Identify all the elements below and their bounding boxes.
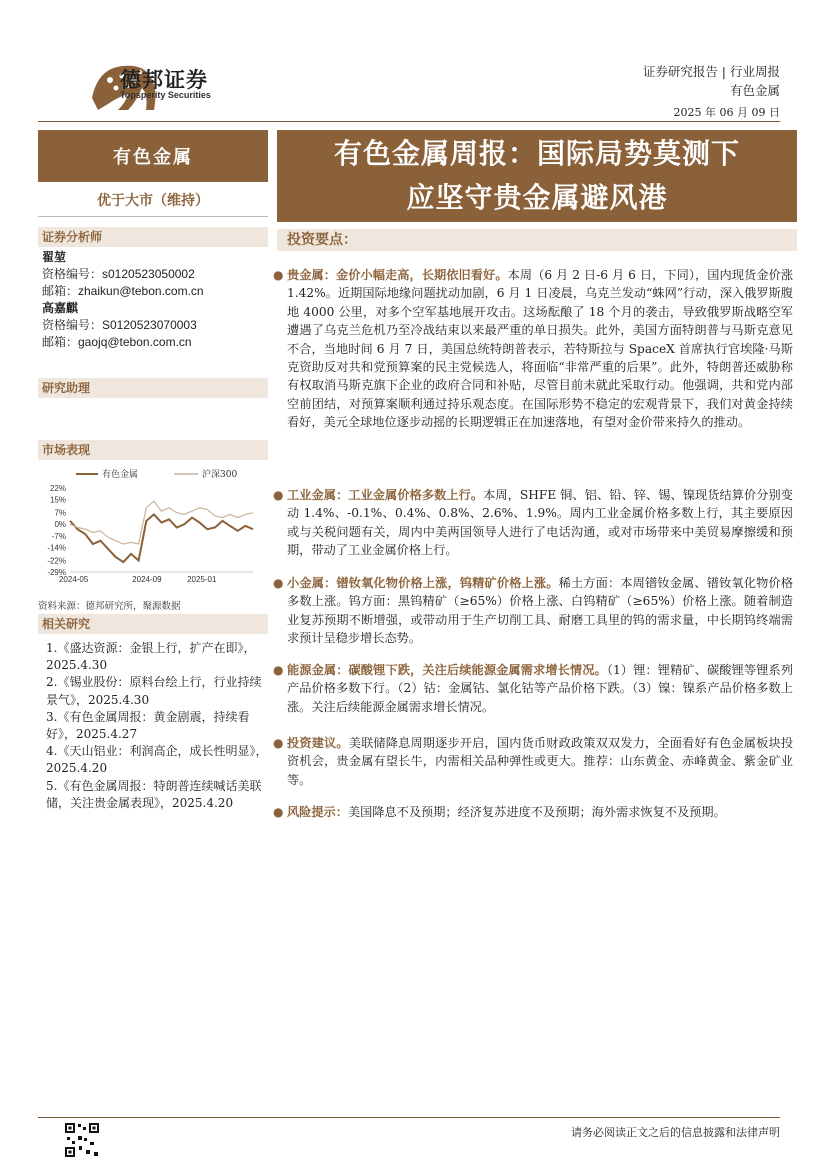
chart-source: 资料来源：德邦研究所，聚源数据: [38, 601, 181, 612]
point-text: 美联储降息周期逐步开启，国内货币财政政策双双发力，全面看好有色金属板块投资机会，贵金属有望长牛，内需相关品种弹性或更大。推荐：山东黄金、赤峰黄金、紫金矿业等。: [287, 736, 794, 787]
report-meta: [643, 62, 780, 100]
point-precious-metals: [273, 266, 794, 432]
bullet-icon: ●: [273, 663, 284, 677]
report-title: [277, 130, 797, 222]
related-list: [46, 640, 268, 812]
related-item[interactable]: 2.《锡业股份：原料台绘上行，行业持续景气》，2025.4.30: [46, 675, 262, 707]
bullet-icon: ●: [273, 736, 284, 750]
bullet-icon: ●: [273, 268, 284, 282]
title-line: 有色金属周报：国际局势莫测下: [333, 137, 740, 170]
analyst-email[interactable]: 邮箱：zhaikun@tebon.com.cn: [42, 284, 204, 298]
point-label: 投资建议。: [287, 736, 349, 750]
y-tick-label: -22%: [47, 556, 66, 566]
point-label: 能源金属：碳酸锂下跌，关注后续能源金属需求增长情况。: [287, 663, 607, 677]
analyst-heading: 证券分析师: [38, 227, 268, 247]
company-name-en: Topsperity Securities: [120, 90, 211, 100]
point-text: 美国降息不及预期；经济复苏进度不及预期；海外需求恢复不及预期。: [347, 805, 726, 819]
point-investment-advice: [273, 734, 794, 789]
analyst-license: 资格编号：S0120523070003: [42, 318, 197, 332]
y-tick-label: 0%: [54, 520, 66, 530]
bullet-icon: ●: [273, 488, 284, 502]
assistant-heading: 研究助理: [38, 378, 268, 398]
rating: 优于大市（维持）: [97, 193, 209, 209]
point-text: 稀土方面：本周镨钕金属、镨钕氧化物价格多数上涨。钨方面：黑钨精矿（≥65%）价格上涨、白钨精矿（≥65%）价格上涨。随着制造业复苏预期不断增强，或带动用于生产切削工具、耐磨工具里的钨的需求量，中长期钨终端需求预计呈稳步增长态势。: [287, 576, 794, 646]
bullet-icon: ●: [273, 805, 284, 819]
analyst-name: 翟堃: [42, 250, 67, 264]
y-tick-label: -7%: [51, 531, 66, 541]
point-label: 贵金属：金价小幅走高，长期依旧看好。: [287, 268, 508, 282]
point-text: 本周，SHFE 铜、铝、铅、锌、锡、镍现货结算价分别变动 1.4%、-0.1%、0.4%、0.8%、2.6%、1.9%。周内工业金属价格多数上行，其主要原因或与关税问题有关，周内中美两国领导人进行了电话沟通，或对市场带来中美贸易摩擦缓和预期，带动了工业金属价格上行。: [287, 488, 793, 558]
sector-box: 有色金属: [38, 130, 268, 182]
y-tick-label: 15%: [49, 495, 66, 505]
analyst-block: [42, 249, 268, 351]
point-industrial-metals: [273, 486, 793, 560]
market-performance-chart: [38, 460, 268, 592]
bullet-icon: ●: [273, 576, 284, 590]
market-heading: 市场表现: [38, 440, 268, 460]
x-tick-label: 2025-01: [187, 575, 217, 584]
point-label: 风险提示：: [287, 805, 348, 819]
related-item[interactable]: 4.《天山铝业：利润高企，成长性明显》，2025.4.20: [46, 744, 268, 776]
invest-heading: 投资要点：: [277, 229, 797, 251]
series-line-sector: [70, 514, 253, 562]
y-tick-label: 7%: [54, 508, 66, 518]
x-tick-label: 2024-05: [58, 575, 89, 584]
header-divider: [38, 121, 780, 122]
footer-divider: [38, 1117, 780, 1118]
related-item[interactable]: 5.《有色金属周报：特朗普连续喊话美联储，关注贵金属表现》，2025.4.20: [46, 778, 262, 810]
footer-disclaimer: 请务必阅读正文之后的信息披露和法律声明: [571, 1126, 780, 1139]
related-item[interactable]: 3.《有色金属周报：黄金剧震，持续看好》，2025.4.27: [46, 709, 250, 742]
report-sector: 有色金属: [729, 83, 780, 98]
company-name-cn: 德邦证券: [120, 68, 208, 92]
point-text: 本周（6 月 2 日-6 月 6 日，下同），国内现货金价涨 1.42%。近期国际地缘问题扰动加剧，6 月 1 日凌晨，乌克兰发动“蛛网”行动，深入俄罗斯腹地 4000 公里，对多个空军基地展开攻击。这场酝酿了 18 个月的袭击，导致俄罗斯战略空军遭遇了乌克兰危机乃至冷战结束以来最严重的单日损失。此外，美国方面特朗普与马斯克意见不合，当地时间 6 月 7 日，美国总统特朗普表示，若特斯拉与 SpaceX 首席执行官埃隆·马斯克资助反对共和党预算案的民主党候选人，将面临“非常严重的后果”。此外，特朗普还威胁称有权取消马斯克旗下企业的政府合同和补贴，尽管目前未就此采取行动。他强调，共和党内部空前团结，对预算案顺利通过持乐观态度。在国际形势不稳定的宏观背景下，我们对黄金持续看好，美元全球地位逐步动摇的长期逻辑正在加速落地，有望对金价带来持久的推动。: [287, 268, 794, 430]
analyst-name: 高嘉麒: [42, 301, 79, 315]
qr-code-icon: [64, 1122, 100, 1158]
point-risk-warning: [273, 803, 793, 821]
legend-label: 沪深300: [202, 470, 238, 480]
y-tick-label: 22%: [49, 484, 66, 493]
point-minor-metals: [273, 574, 794, 648]
point-energy-metals: [273, 661, 793, 716]
report-date: 2025 年 06 月 09 日: [673, 106, 780, 119]
related-heading: 相关研究: [38, 614, 268, 634]
y-tick-label: -29%: [47, 568, 66, 577]
point-label: 工业金属：工业金属价格多数上行。: [287, 488, 484, 502]
related-item[interactable]: 1.《盛达资源：金银上行，扩产在即》，2025.4.30: [46, 641, 256, 673]
y-tick-label: -14%: [47, 543, 66, 553]
point-text: （1）锂：锂精矿、碳酸锂等锂系列产品价格多数下行。（2）钴：金属钴、氯化钴等产品价格下跌。（3）镍：镍系产品价格多数上涨。关注后续能源金属需求增长情况。: [287, 663, 793, 714]
rating-divider: [38, 216, 268, 217]
legend-label: 有色金属: [102, 470, 139, 480]
analyst-email[interactable]: 邮箱：gaojq@tebon.com.cn: [42, 335, 192, 349]
point-label: 小金属：镨钕氧化物价格上涨，钨精矿价格上涨。: [287, 576, 559, 590]
analyst-license: 资格编号：s0120523050002: [42, 267, 195, 281]
x-tick-label: 2024-09: [132, 575, 162, 584]
title-line: 应坚守贵金属避风港: [406, 181, 668, 214]
report-type: 证券研究报告 | 行业周报: [642, 64, 780, 79]
